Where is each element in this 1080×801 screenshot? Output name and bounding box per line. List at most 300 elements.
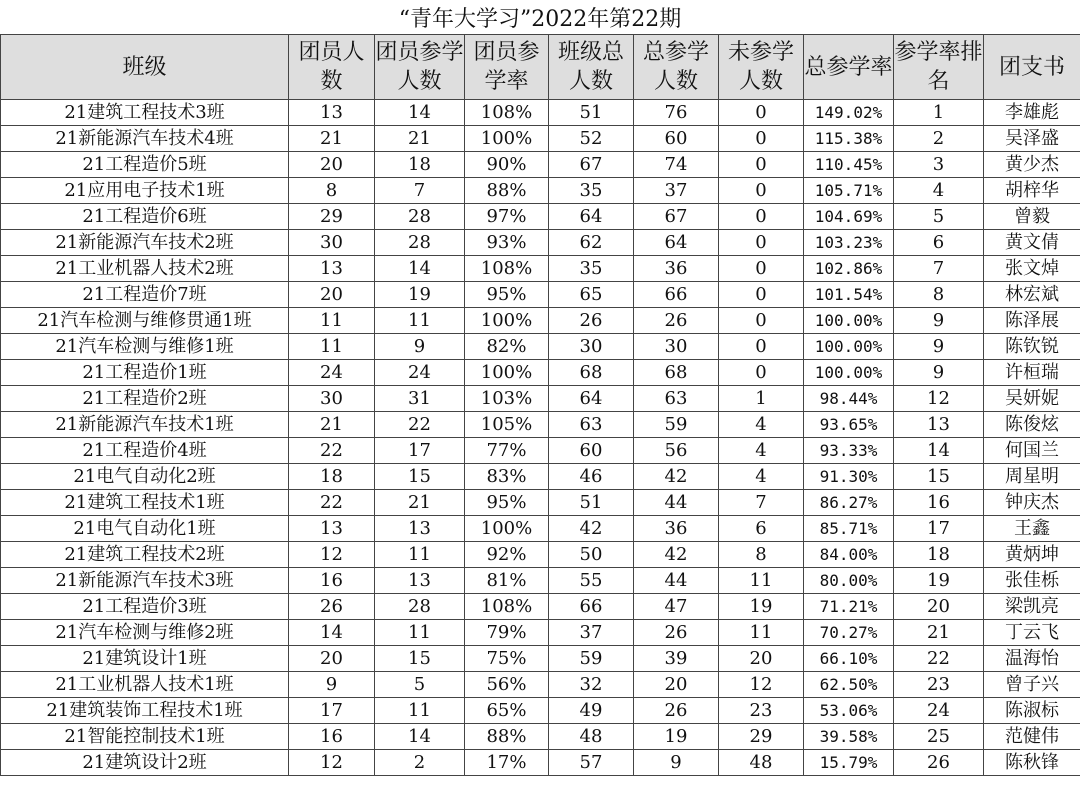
member-rate-cell: 95% [465,490,549,516]
sheet-title: “青年大学习”2022年第22期 [398,6,682,32]
total-participants-cell: 68 [634,360,719,386]
class-total-cell: 49 [549,698,634,724]
non-participants-cell: 0 [719,152,804,178]
total-rate-cell: 102.86% [804,256,894,282]
rank-cell: 9 [894,308,984,334]
header-secretary: 团支书 [984,35,1080,100]
class-total-cell: 35 [549,178,634,204]
member-participants-cell: 21 [375,490,465,516]
class-cell: 21工程造价7班 [1,282,289,308]
non-participants-cell: 6 [719,516,804,542]
member-participants-cell: 13 [375,516,465,542]
table-row [1,178,1080,204]
total-participants-cell: 64 [634,230,719,256]
secretary-cell: 黄文倩 [984,230,1080,256]
class-total-cell: 64 [549,204,634,230]
rank-cell: 15 [894,464,984,490]
table-row [1,724,1080,750]
member-count-cell: 20 [289,646,375,672]
class-cell: 21新能源汽车技术1班 [1,412,289,438]
class-cell: 21工程造价2班 [1,386,289,412]
rank-cell: 26 [894,750,984,776]
member-participants-cell: 28 [375,594,465,620]
total-participants-cell: 66 [634,282,719,308]
total-participants-cell: 67 [634,204,719,230]
total-participants-cell: 30 [634,334,719,360]
total-rate-cell: 70.27% [804,620,894,646]
secretary-cell: 张文焯 [984,256,1080,282]
class-total-cell: 64 [549,386,634,412]
member-rate-cell: 108% [465,594,549,620]
non-participants-cell: 1 [719,386,804,412]
rank-cell: 2 [894,126,984,152]
ranking-table [0,34,1080,776]
member-participants-cell: 15 [375,646,465,672]
member-count-cell: 16 [289,568,375,594]
member-count-cell: 21 [289,412,375,438]
member-participants-cell: 5 [375,672,465,698]
class-total-cell: 55 [549,568,634,594]
total-participants-cell: 26 [634,308,719,334]
member-rate-cell: 82% [465,334,549,360]
secretary-cell: 曾毅 [984,204,1080,230]
member-participants-cell: 11 [375,308,465,334]
rank-cell: 22 [894,646,984,672]
non-participants-cell: 0 [719,204,804,230]
rank-cell: 8 [894,282,984,308]
total-participants-cell: 76 [634,100,719,126]
class-total-cell: 60 [549,438,634,464]
member-rate-cell: 83% [465,464,549,490]
class-total-cell: 46 [549,464,634,490]
member-participants-cell: 28 [375,204,465,230]
member-rate-cell: 108% [465,100,549,126]
table-row [1,516,1080,542]
member-participants-cell: 15 [375,464,465,490]
member-rate-cell: 100% [465,516,549,542]
table-row [1,282,1080,308]
secretary-cell: 黄炳坤 [984,542,1080,568]
rank-cell: 7 [894,256,984,282]
rank-cell: 24 [894,698,984,724]
total-rate-cell: 110.45% [804,152,894,178]
member-participants-cell: 14 [375,256,465,282]
rank-cell: 19 [894,568,984,594]
class-total-cell: 52 [549,126,634,152]
total-participants-cell: 36 [634,516,719,542]
table-row [1,542,1080,568]
class-cell: 21汽车检测与维修贯通1班 [1,308,289,334]
member-rate-cell: 65% [465,698,549,724]
non-participants-cell: 20 [719,646,804,672]
total-participants-cell: 63 [634,386,719,412]
total-participants-cell: 59 [634,412,719,438]
class-cell: 21建筑工程技术2班 [1,542,289,568]
class-cell: 21电气自动化1班 [1,516,289,542]
header-non-participants: 未参学人数 [719,35,804,100]
non-participants-cell: 0 [719,308,804,334]
header-member-participants: 团员参学人数 [375,35,465,100]
secretary-cell: 周星明 [984,464,1080,490]
member-rate-cell: 88% [465,724,549,750]
class-cell: 21新能源汽车技术2班 [1,230,289,256]
member-rate-cell: 17% [465,750,549,776]
class-total-cell: 32 [549,672,634,698]
class-cell: 21新能源汽车技术4班 [1,126,289,152]
total-rate-cell: 15.79% [804,750,894,776]
class-cell: 21建筑设计2班 [1,750,289,776]
table-row [1,256,1080,282]
total-rate-cell: 149.02% [804,100,894,126]
non-participants-cell: 0 [719,256,804,282]
header-rank: 参学率排名 [894,35,984,100]
class-cell: 21汽车检测与维修1班 [1,334,289,360]
total-participants-cell: 26 [634,698,719,724]
table-row [1,334,1080,360]
class-total-cell: 57 [549,750,634,776]
member-rate-cell: 75% [465,646,549,672]
non-participants-cell: 19 [719,594,804,620]
table-row [1,438,1080,464]
secretary-cell: 王鑫 [984,516,1080,542]
member-count-cell: 17 [289,698,375,724]
table-row [1,204,1080,230]
rank-cell: 9 [894,334,984,360]
member-participants-cell: 11 [375,542,465,568]
table-row [1,100,1080,126]
member-participants-cell: 24 [375,360,465,386]
table-row [1,308,1080,334]
rank-cell: 25 [894,724,984,750]
member-rate-cell: 88% [465,178,549,204]
rank-cell: 3 [894,152,984,178]
member-count-cell: 29 [289,204,375,230]
member-count-cell: 11 [289,334,375,360]
non-participants-cell: 23 [719,698,804,724]
non-participants-cell: 0 [719,230,804,256]
header-member-count: 团员人数 [289,35,375,100]
total-rate-cell: 39.58% [804,724,894,750]
member-count-cell: 12 [289,542,375,568]
member-count-cell: 26 [289,594,375,620]
class-total-cell: 51 [549,100,634,126]
header-class: 班级 [1,35,289,100]
rank-cell: 16 [894,490,984,516]
total-participants-cell: 42 [634,464,719,490]
table-row [1,360,1080,386]
member-rate-cell: 105% [465,412,549,438]
total-rate-cell: 98.44% [804,386,894,412]
rank-cell: 14 [894,438,984,464]
total-rate-cell: 100.00% [804,360,894,386]
member-count-cell: 30 [289,386,375,412]
non-participants-cell: 0 [719,126,804,152]
rank-cell: 20 [894,594,984,620]
header-member-rate: 团员参学率 [465,35,549,100]
total-participants-cell: 39 [634,646,719,672]
member-rate-cell: 90% [465,152,549,178]
table-row [1,464,1080,490]
secretary-cell: 陈淑标 [984,698,1080,724]
secretary-cell: 吴泽盛 [984,126,1080,152]
class-total-cell: 42 [549,516,634,542]
class-cell: 21新能源汽车技术3班 [1,568,289,594]
total-participants-cell: 20 [634,672,719,698]
member-participants-cell: 21 [375,126,465,152]
member-rate-cell: 77% [465,438,549,464]
rank-cell: 9 [894,360,984,386]
table-row [1,750,1080,776]
table-row [1,568,1080,594]
member-participants-cell: 31 [375,386,465,412]
class-total-cell: 68 [549,360,634,386]
non-participants-cell: 0 [719,100,804,126]
secretary-cell: 范健伟 [984,724,1080,750]
non-participants-cell: 8 [719,542,804,568]
rank-cell: 23 [894,672,984,698]
table-body [1,100,1080,776]
total-participants-cell: 56 [634,438,719,464]
member-rate-cell: 79% [465,620,549,646]
member-rate-cell: 100% [465,308,549,334]
rank-cell: 13 [894,412,984,438]
member-participants-cell: 19 [375,282,465,308]
secretary-cell: 梁凯亮 [984,594,1080,620]
class-total-cell: 26 [549,308,634,334]
rank-cell: 4 [894,178,984,204]
non-participants-cell: 11 [719,620,804,646]
total-rate-cell: 80.00% [804,568,894,594]
total-rate-cell: 104.69% [804,204,894,230]
class-total-cell: 51 [549,490,634,516]
class-cell: 21工业机器人技术2班 [1,256,289,282]
member-participants-cell: 13 [375,568,465,594]
class-cell: 21工程造价3班 [1,594,289,620]
secretary-cell: 温海怡 [984,646,1080,672]
member-participants-cell: 9 [375,334,465,360]
table-row [1,230,1080,256]
rank-cell: 1 [894,100,984,126]
member-count-cell: 8 [289,178,375,204]
non-participants-cell: 0 [719,360,804,386]
member-count-cell: 22 [289,490,375,516]
class-cell: 21工程造价4班 [1,438,289,464]
table-row [1,490,1080,516]
member-rate-cell: 93% [465,230,549,256]
rank-cell: 5 [894,204,984,230]
member-rate-cell: 100% [465,360,549,386]
non-participants-cell: 4 [719,412,804,438]
class-cell: 21智能控制技术1班 [1,724,289,750]
member-count-cell: 12 [289,750,375,776]
member-rate-cell: 92% [465,542,549,568]
class-total-cell: 50 [549,542,634,568]
member-count-cell: 11 [289,308,375,334]
rank-cell: 17 [894,516,984,542]
member-participants-cell: 14 [375,100,465,126]
table-row [1,698,1080,724]
member-count-cell: 13 [289,100,375,126]
rank-cell: 6 [894,230,984,256]
member-rate-cell: 100% [465,126,549,152]
member-rate-cell: 97% [465,204,549,230]
total-participants-cell: 47 [634,594,719,620]
table-row [1,126,1080,152]
class-cell: 21工程造价1班 [1,360,289,386]
total-rate-cell: 84.00% [804,542,894,568]
total-rate-cell: 101.54% [804,282,894,308]
table-row [1,386,1080,412]
class-total-cell: 67 [549,152,634,178]
total-participants-cell: 42 [634,542,719,568]
member-count-cell: 14 [289,620,375,646]
secretary-cell: 钟庆杰 [984,490,1080,516]
table-row [1,594,1080,620]
member-participants-cell: 14 [375,724,465,750]
secretary-cell: 陈泽展 [984,308,1080,334]
total-participants-cell: 26 [634,620,719,646]
member-count-cell: 20 [289,282,375,308]
secretary-cell: 张佳栎 [984,568,1080,594]
member-rate-cell: 95% [465,282,549,308]
class-total-cell: 62 [549,230,634,256]
class-total-cell: 48 [549,724,634,750]
total-rate-cell: 105.71% [804,178,894,204]
class-total-cell: 35 [549,256,634,282]
total-participants-cell: 37 [634,178,719,204]
secretary-cell: 李雄彪 [984,100,1080,126]
member-count-cell: 13 [289,516,375,542]
total-rate-cell: 103.23% [804,230,894,256]
header-total-rate: 总参学率 [804,35,894,100]
total-participants-cell: 44 [634,568,719,594]
member-count-cell: 18 [289,464,375,490]
member-rate-cell: 56% [465,672,549,698]
total-rate-cell: 115.38% [804,126,894,152]
non-participants-cell: 12 [719,672,804,698]
class-cell: 21工程造价6班 [1,204,289,230]
secretary-cell: 陈俊炫 [984,412,1080,438]
member-count-cell: 9 [289,672,375,698]
member-participants-cell: 18 [375,152,465,178]
total-rate-cell: 62.50% [804,672,894,698]
non-participants-cell: 7 [719,490,804,516]
secretary-cell: 丁云飞 [984,620,1080,646]
rank-cell: 18 [894,542,984,568]
secretary-cell: 黄少杰 [984,152,1080,178]
total-participants-cell: 74 [634,152,719,178]
header-row [1,35,1080,100]
secretary-cell: 陈秋锋 [984,750,1080,776]
member-count-cell: 13 [289,256,375,282]
member-count-cell: 30 [289,230,375,256]
member-count-cell: 21 [289,126,375,152]
total-rate-cell: 100.00% [804,334,894,360]
member-participants-cell: 11 [375,698,465,724]
total-rate-cell: 93.65% [804,412,894,438]
total-participants-cell: 60 [634,126,719,152]
table-row [1,412,1080,438]
total-rate-cell: 53.06% [804,698,894,724]
secretary-cell: 林宏斌 [984,282,1080,308]
member-count-cell: 20 [289,152,375,178]
member-participants-cell: 7 [375,178,465,204]
table-row [1,646,1080,672]
non-participants-cell: 0 [719,282,804,308]
total-participants-cell: 36 [634,256,719,282]
class-cell: 21应用电子技术1班 [1,178,289,204]
member-participants-cell: 17 [375,438,465,464]
secretary-cell: 何国兰 [984,438,1080,464]
header-total-participants: 总参学人数 [634,35,719,100]
secretary-cell: 胡梓华 [984,178,1080,204]
member-count-cell: 24 [289,360,375,386]
member-count-cell: 16 [289,724,375,750]
total-participants-cell: 19 [634,724,719,750]
member-rate-cell: 108% [465,256,549,282]
member-rate-cell: 103% [465,386,549,412]
total-rate-cell: 66.10% [804,646,894,672]
class-total-cell: 66 [549,594,634,620]
secretary-cell: 曾子兴 [984,672,1080,698]
class-cell: 21建筑工程技术1班 [1,490,289,516]
total-rate-cell: 100.00% [804,308,894,334]
non-participants-cell: 48 [719,750,804,776]
non-participants-cell: 4 [719,438,804,464]
header-class-total: 班级总人数 [549,35,634,100]
total-rate-cell: 71.21% [804,594,894,620]
class-total-cell: 30 [549,334,634,360]
member-rate-cell: 81% [465,568,549,594]
secretary-cell: 陈钦锐 [984,334,1080,360]
class-cell: 21汽车检测与维修2班 [1,620,289,646]
non-participants-cell: 11 [719,568,804,594]
non-participants-cell: 0 [719,178,804,204]
class-cell: 21建筑工程技术3班 [1,100,289,126]
class-total-cell: 65 [549,282,634,308]
class-cell: 21建筑装饰工程技术1班 [1,698,289,724]
class-cell: 21电气自动化2班 [1,464,289,490]
non-participants-cell: 0 [719,334,804,360]
table-row [1,152,1080,178]
member-participants-cell: 22 [375,412,465,438]
table-row [1,620,1080,646]
secretary-cell: 许桓瑞 [984,360,1080,386]
class-cell: 21建筑设计1班 [1,646,289,672]
class-total-cell: 59 [549,646,634,672]
total-participants-cell: 44 [634,490,719,516]
total-rate-cell: 86.27% [804,490,894,516]
member-participants-cell: 11 [375,620,465,646]
member-participants-cell: 28 [375,230,465,256]
non-participants-cell: 29 [719,724,804,750]
total-rate-cell: 85.71% [804,516,894,542]
class-total-cell: 37 [549,620,634,646]
total-participants-cell: 9 [634,750,719,776]
secretary-cell: 吴妍妮 [984,386,1080,412]
total-rate-cell: 91.30% [804,464,894,490]
class-total-cell: 63 [549,412,634,438]
member-participants-cell: 2 [375,750,465,776]
rank-cell: 21 [894,620,984,646]
class-cell: 21工业机器人技术1班 [1,672,289,698]
rank-cell: 12 [894,386,984,412]
class-cell: 21工程造价5班 [1,152,289,178]
total-rate-cell: 93.33% [804,438,894,464]
table-row [1,672,1080,698]
member-count-cell: 22 [289,438,375,464]
non-participants-cell: 4 [719,464,804,490]
